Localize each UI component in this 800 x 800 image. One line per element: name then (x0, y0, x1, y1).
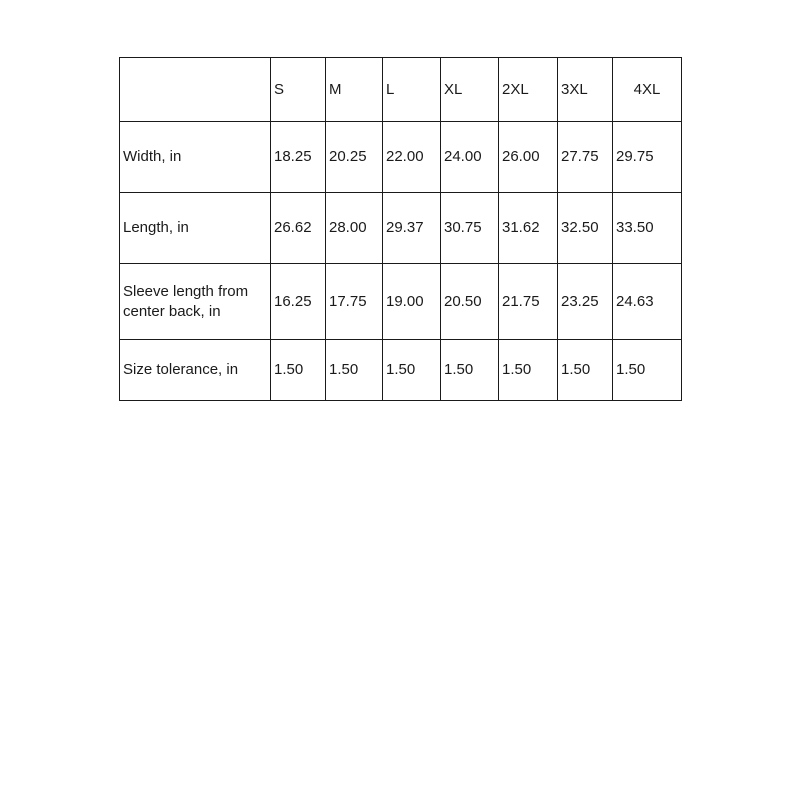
corner-cell (120, 58, 271, 122)
measurement-cell: 1.50 (558, 340, 613, 401)
row-label: Sleeve length from center back, in (120, 264, 271, 340)
measurement-cell: 20.25 (326, 122, 383, 193)
row-label: Size tolerance, in (120, 340, 271, 401)
measurement-cell: 23.25 (558, 264, 613, 340)
row-label: Length, in (120, 193, 271, 264)
measurement-cell: 32.50 (558, 193, 613, 264)
measurement-cell: 26.62 (271, 193, 326, 264)
size-header: M (326, 58, 383, 122)
measurement-cell: 17.75 (326, 264, 383, 340)
table-row (120, 193, 682, 264)
measurement-cell: 1.50 (441, 340, 499, 401)
measurement-cell: 24.00 (441, 122, 499, 193)
measurement-cell: 1.50 (613, 340, 682, 401)
measurement-cell: 22.00 (383, 122, 441, 193)
measurement-cell: 33.50 (613, 193, 682, 264)
measurement-cell: 21.75 (499, 264, 558, 340)
size-header: 2XL (499, 58, 558, 122)
measurement-cell: 1.50 (499, 340, 558, 401)
measurement-cell: 19.00 (383, 264, 441, 340)
size-chart-table (119, 57, 682, 401)
size-header: 4XL (613, 58, 682, 122)
table-row (120, 122, 682, 193)
measurement-cell: 27.75 (558, 122, 613, 193)
measurement-cell: 29.75 (613, 122, 682, 193)
size-header: 3XL (558, 58, 613, 122)
table-row (120, 264, 682, 340)
measurement-cell: 26.00 (499, 122, 558, 193)
measurement-cell: 31.62 (499, 193, 558, 264)
size-header: L (383, 58, 441, 122)
measurement-cell: 29.37 (383, 193, 441, 264)
row-label: Width, in (120, 122, 271, 193)
measurement-cell: 28.00 (326, 193, 383, 264)
measurement-cell: 30.75 (441, 193, 499, 264)
size-header: XL (441, 58, 499, 122)
size-header: S (271, 58, 326, 122)
header-row (120, 58, 682, 122)
measurement-cell: 1.50 (326, 340, 383, 401)
measurement-cell: 18.25 (271, 122, 326, 193)
measurement-cell: 1.50 (383, 340, 441, 401)
table-row (120, 340, 682, 401)
measurement-cell: 20.50 (441, 264, 499, 340)
measurement-cell: 24.63 (613, 264, 682, 340)
measurement-cell: 1.50 (271, 340, 326, 401)
measurement-cell: 16.25 (271, 264, 326, 340)
